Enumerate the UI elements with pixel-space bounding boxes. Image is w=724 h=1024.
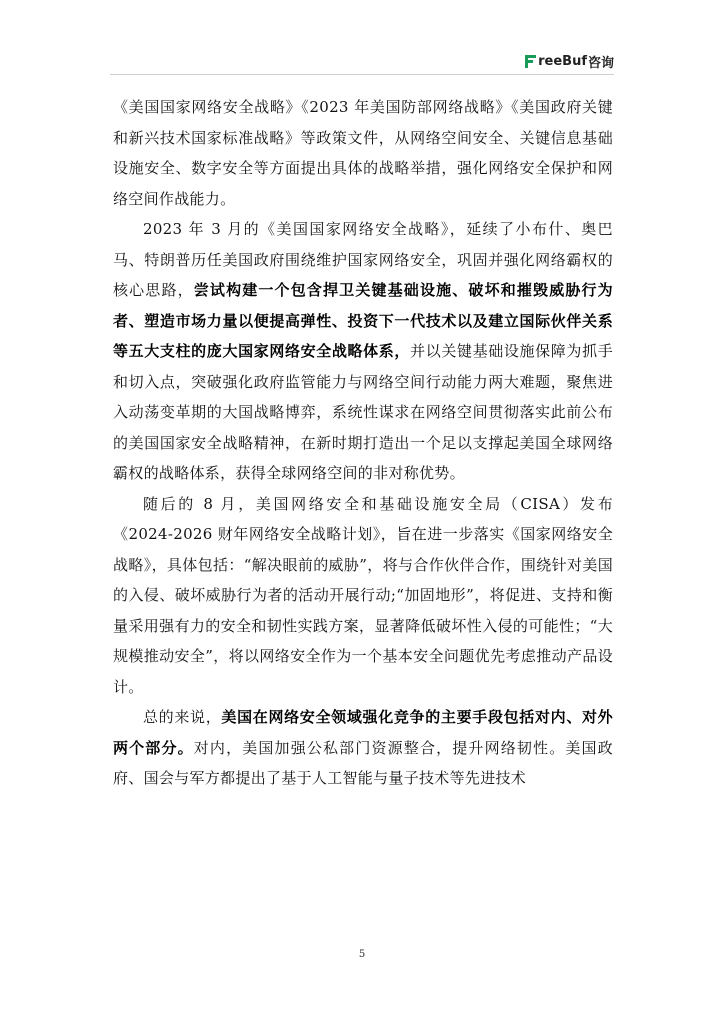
paragraph xyxy=(113,92,613,214)
brand-suffix: 咨询 xyxy=(587,56,614,71)
text-run: 并以关键基础设施保障为抓手和切入点，突破强化政府监管能力与网络空间行动能力两大难题，聚焦进入动荡变革期的大国战略博弈，系统性谋求在网络空间贯彻落实此前公布的美国国家安全战略精神，在新时期打造出一个足以支撑起美国全球网络霸权的战略体系，获得全球网络空间的非对称优势。 xyxy=(113,342,614,482)
paragraph xyxy=(113,489,613,703)
text-run: 《美国国家网络安全战略》《2023 年美国防部网络战略》《美国政府关键和新兴技术国家标准战略》等政策文件，从网络空间安全、关键信息基础设施安全、数字安全等方面提出具体的战略举措，强化网络安全保护和网络空间作战能力。 xyxy=(113,98,613,208)
text-run: 随后的 8 月，美国网络安全和基础设施安全局（CISA）发布《2024-2026 财年网络安全战略计划》，旨在进一步落实《国家网络安全战略》，具体包括：“解决眼前的威胁”，将与合作伙伴合作，围绕针对美国的入侵、破坏威胁行为者的活动开展行动;“加固地形”，将促进、支持和衡量采用强有力的安全和韧性实践方案，显著降低破坏性入侵的可能性；“大规模推动安全”，将以网络安全作为一个基本安全问题优先考虑推动产品设计。 xyxy=(113,494,613,696)
bold-run: 美国在网络安全领域强化竞争的主要手段包括对内、对外两个部分。 xyxy=(113,708,613,757)
brand-header xyxy=(525,52,614,71)
document-body xyxy=(113,92,613,794)
bold-run: 尝试构建一个包含捍卫关键基础设施、破坏和摧毁威胁行为者、塑造市场力量以便提高弹性、投资下一代技术以及建立国际伙伴关系等五大支柱的庞大国家网络安全战略体系， xyxy=(113,281,613,360)
header-divider xyxy=(110,74,614,75)
page-number: 5 xyxy=(358,949,366,960)
brand-name: reeBuf xyxy=(538,54,587,69)
text-run: 2023 年 3 月的《美国国家网络安全战略》，延续了小布什、奥巴马、特朗普历任美国政府围绕维护国家网络安全，巩固并强化网络霸权的核心思路， xyxy=(113,220,613,299)
paragraph xyxy=(113,214,613,489)
text-run: 对内，美国加强公私部门资源整合，提升网络韧性。美国政府、国会与军方都提出了基于人工智能与量子技术等先进技术 xyxy=(113,738,613,787)
freebuf-logo-icon xyxy=(525,55,536,68)
paragraph xyxy=(113,702,613,794)
text-run: 总的来说， xyxy=(143,708,222,726)
